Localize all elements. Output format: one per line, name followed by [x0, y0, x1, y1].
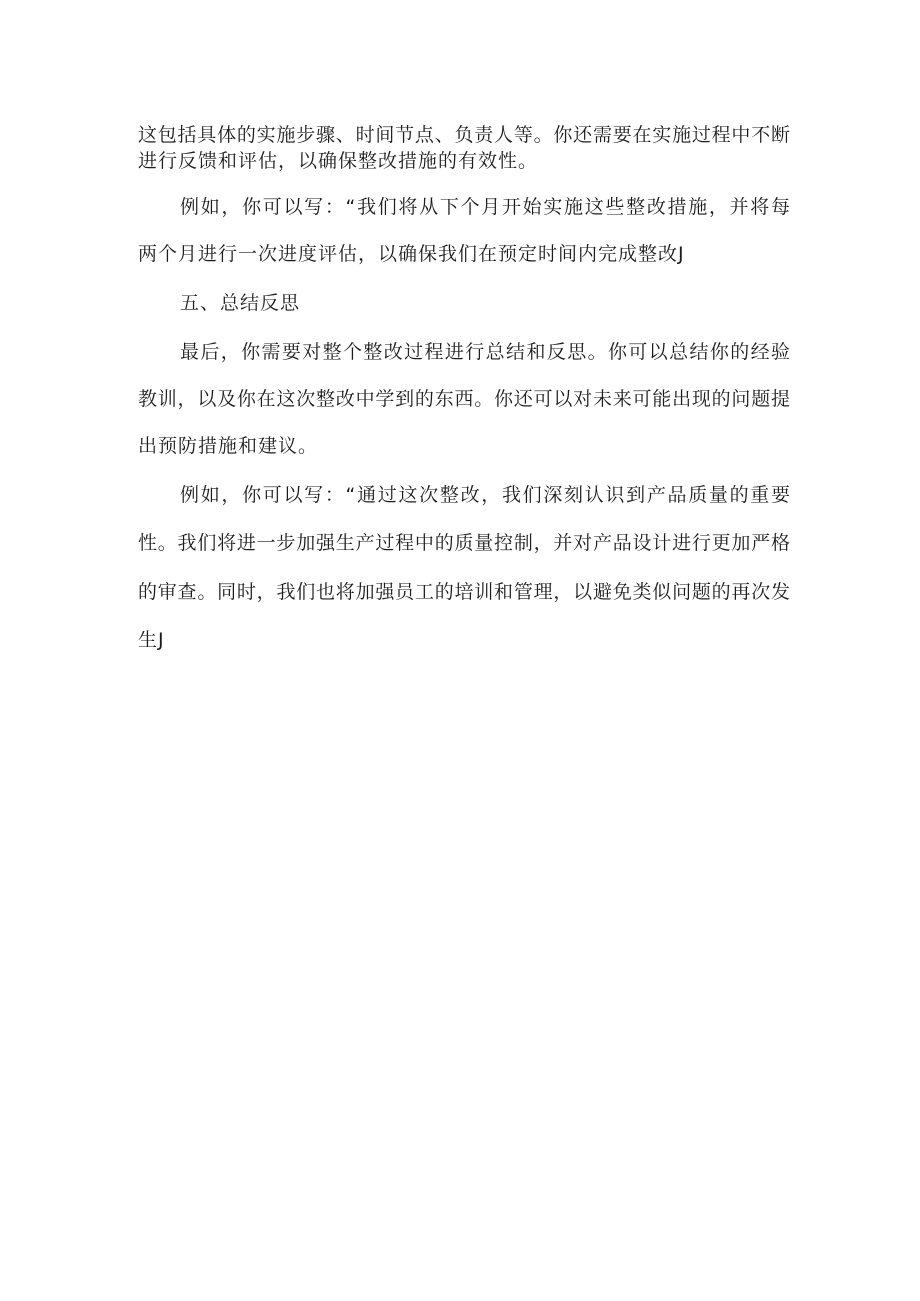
text-line: 性。我们将进一步加强生产过程中的质量控制，并对产品设计进行更加严格	[138, 532, 790, 554]
text-line: 生J	[138, 629, 165, 651]
text-line: 两个月进行一次进度评估，以确保我们在预定时间内完成整改J	[138, 243, 685, 265]
text-line: 的审查。同时，我们也将加强员工的培训和管理，以避免类似问题的再次发	[138, 581, 790, 603]
text-line: 例如，你可以写：“通过这次整改，我们深刻认识到产品质量的重要	[180, 484, 790, 506]
text-line: 进行反馈和评估，以确保整改措施的有效性。	[138, 150, 539, 172]
text-line: 这包括具体的实施步骤、时间节点、负责人等。你还需要在实施过程中不断	[138, 124, 790, 146]
text-line: 最后，你需要对整个整改过程进行总结和反思。你可以总结你的经验	[180, 341, 790, 363]
text-line: 例如，你可以写：“我们将从下个月开始实施这些整改措施，并将每	[180, 196, 790, 218]
text-line: 教训，以及你在这次整改中学到的东西。你还可以对未来可能出现的问题提	[138, 388, 790, 410]
section-heading: 五、总结反思	[180, 292, 301, 314]
text-line: 出预防措施和建议。	[138, 435, 319, 457]
